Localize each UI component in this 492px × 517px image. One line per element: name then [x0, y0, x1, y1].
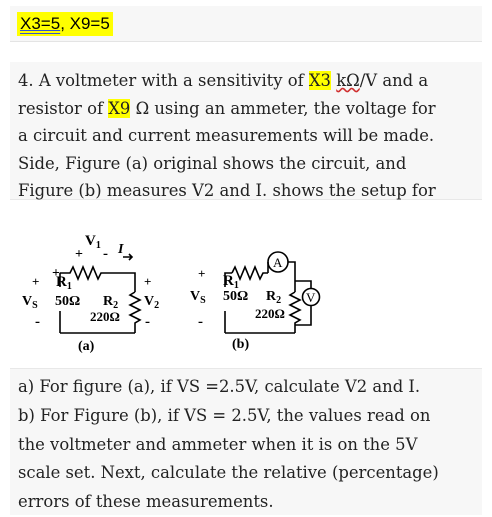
variables-label: [17, 12, 113, 36]
circuit-a: [22, 233, 159, 354]
v1-minus: -: [103, 246, 108, 262]
source-plus-b: +: [198, 266, 206, 281]
r1-label: $R_1$: [56, 274, 72, 292]
r2-value-b: 220Ω: [255, 306, 285, 321]
x3-value: X3=5: [20, 14, 61, 33]
caption-a: (a): [78, 339, 95, 354]
x9-value: X9=5: [69, 14, 110, 33]
header-panel: [10, 6, 482, 42]
vs-label-b: $V_S$: [190, 289, 206, 306]
question-parts-panel: [10, 368, 482, 515]
part-b-line-1: b) For Figure (b), if VS = 2.5V, the values read on: [18, 405, 431, 425]
question-line-5: Figure (b) measures V2 and I. shows the setup for: [18, 181, 436, 200]
r1-value: 50Ω: [55, 294, 81, 309]
circuit-figure: [20, 225, 470, 360]
v1-plus: +: [75, 247, 83, 262]
question-line-2b: Ω using an ammeter, the voltage for: [130, 98, 436, 118]
plus-sign: +: [52, 266, 60, 281]
part-a-text: a) For figure (a), if VS =2.5V, calculate V2 and I.: [18, 377, 421, 396]
source-plus: +: [32, 274, 40, 289]
r2-label: $R_2$: [103, 294, 119, 311]
question-line-2a: resistor of: [18, 98, 109, 118]
source-minus: -: [35, 314, 40, 330]
x3-placeholder: X3: [308, 71, 331, 90]
current-label: I: [118, 242, 124, 257]
r2-label-b: $R_2$: [266, 289, 282, 306]
caption-b: (b): [232, 337, 250, 352]
question-line-1a: 4. A voltmeter with a sensitivity of: [18, 71, 309, 90]
question-line-1c: /V and a: [359, 71, 429, 90]
part-b-line-3: scale set. Next, calculate the relative (percentage): [18, 463, 439, 483]
v2-minus: -: [145, 314, 150, 330]
separator: ,: [60, 14, 70, 33]
ammeter-label: A: [273, 255, 283, 270]
r1-label-b: $R_1$: [223, 273, 239, 291]
r2-value: 220Ω: [90, 309, 120, 324]
source-minus-b: -: [198, 314, 203, 330]
part-b-line-2: the voltmeter and ammeter when it is on the 5V: [18, 434, 418, 454]
v2-plus: +: [144, 274, 152, 289]
circuit-b: [190, 252, 320, 352]
v2-label: $V_2$: [144, 294, 160, 311]
question-4-text: [10, 62, 482, 200]
x9-placeholder: X9: [108, 98, 131, 118]
v1-label: $V_1$: [85, 233, 101, 251]
question-line-3: a circuit and current measurements will be made.: [18, 126, 435, 145]
question-line-4: Side, Figure (a) original shows the circuit, and: [18, 153, 407, 173]
sensitivity-unit: kΩ: [336, 71, 360, 90]
part-b-line-4: errors of these measurements.: [18, 492, 274, 512]
vs-label: $V_S$: [22, 294, 38, 311]
question-paragraph: [18, 67, 480, 205]
r1-value-b: 50Ω: [223, 289, 249, 304]
voltmeter-label: V: [306, 290, 316, 305]
question-parts: [18, 373, 480, 517]
